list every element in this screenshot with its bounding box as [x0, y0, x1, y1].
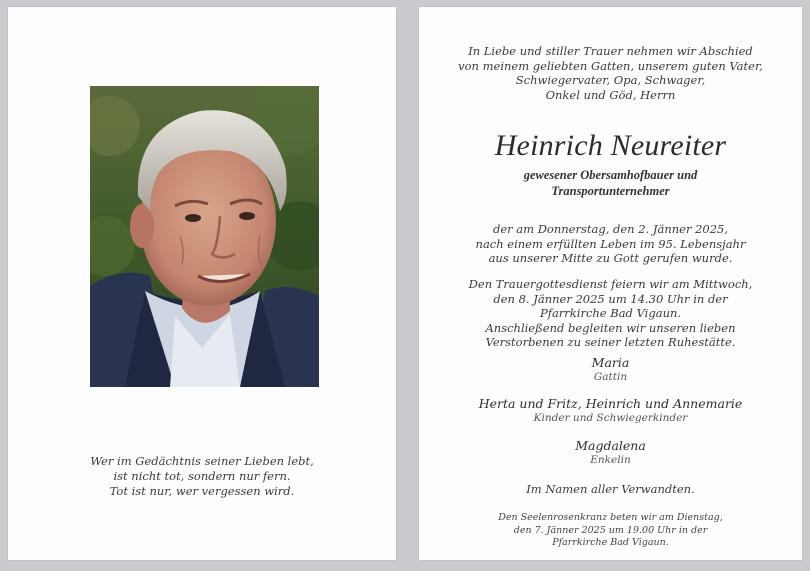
right-page — [419, 7, 802, 560]
family-member-names: Herta und Fritz, Heinrich und Annemarie — [478, 396, 743, 411]
service-line: Pfarrkirche Bad Vigaun. — [539, 306, 682, 320]
rosary-line: den 7. Jänner 2025 um 19.00 Uhr in der — [513, 524, 708, 536]
quote-line: ist nicht tot, sondern nur fern. — [113, 469, 291, 483]
service-line: Anschließend begleiten wir unseren lieben — [485, 320, 736, 335]
deceased-name: Heinrich Neureiter — [494, 129, 727, 162]
family-member-relation: Kinder und Schwiegerkinder — [533, 412, 688, 424]
occupation-line: Transportunternehmer — [551, 183, 670, 198]
service-line: den 8. Jänner 2025 um 14.30 Uhr in der — [493, 291, 728, 306]
family-member-relation: Enkelin — [590, 454, 631, 466]
funeral-service-info — [419, 277, 802, 350]
death-line: nach einem erfüllten Leben im 95. Lebensjahr — [475, 236, 746, 251]
occupation-line: gewesener Obersamhofbauer und — [523, 168, 698, 182]
intro-line: von meinem geliebten Gatten, unserem guten Vater, — [458, 58, 763, 73]
intro-text — [419, 44, 802, 102]
service-line: Verstorbenen zu seiner letzten Ruhestätte. — [485, 335, 736, 349]
rosary-line: Den Seelenrosenkranz beten wir am Dienstag, — [498, 512, 723, 523]
left-page — [8, 7, 396, 560]
family-member-names: Magdalena — [575, 438, 646, 453]
death-notice — [419, 222, 802, 266]
rosary-notice — [419, 512, 802, 550]
death-line: aus unserer Mitte zu Gott gerufen wurde. — [488, 251, 733, 265]
intro-line: Schwiegervater, Opa, Schwager, — [515, 73, 706, 87]
quote-line: Tot ist nur, wer vergessen wird. — [109, 484, 295, 498]
death-line: der am Donnerstag, den 2. Jänner 2025, — [492, 222, 729, 236]
portrait-photo — [90, 86, 319, 387]
service-line: Den Trauergottesdienst feiern wir am Mittwoch, — [468, 277, 753, 291]
intro-line: In Liebe und stiller Trauer nehmen wir Abschied — [468, 44, 753, 58]
occupation — [419, 168, 802, 199]
family-member-relation: Gattin — [593, 371, 628, 383]
family-member-names: Maria — [591, 355, 630, 370]
intro-line: Onkel und Göd, Herrn — [545, 87, 676, 102]
closing-line: Im Namen aller Verwandten. — [526, 482, 695, 496]
quote-line: Wer im Gedächtnis seiner Lieben lebt, — [90, 454, 314, 468]
rosary-line: Pfarrkirche Bad Vigaun. — [552, 537, 669, 548]
memorial-quote — [8, 454, 396, 499]
